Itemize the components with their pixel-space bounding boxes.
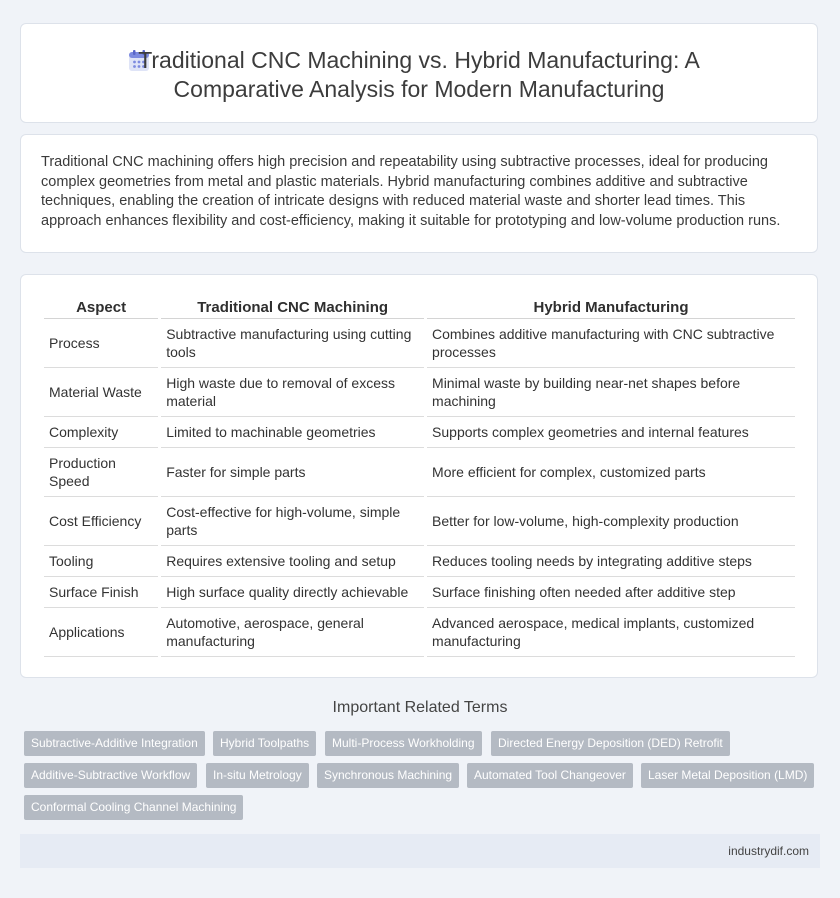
cell-hybrid: Surface finishing often needed after additive step — [427, 577, 795, 608]
cell-aspect: Production Speed — [44, 448, 158, 497]
related-terms-title: Important Related Terms — [332, 699, 508, 716]
header-aspect: Aspect — [44, 296, 158, 319]
table-row — [44, 577, 795, 608]
cell-cnc: Cost-effective for high-volume, simple parts — [161, 497, 424, 546]
cell-cnc: Requires extensive tooling and setup — [161, 546, 424, 577]
footer-site-link[interactable]: industrydif.com — [728, 844, 809, 858]
cell-cnc: Subtractive manufacturing using cutting tools — [161, 319, 424, 368]
cell-cnc: High waste due to removal of excess material — [161, 368, 424, 417]
cell-aspect: Applications — [44, 608, 158, 657]
term-tag[interactable]: Directed Energy Deposition (DED) Retrofit — [491, 731, 730, 756]
table-row — [44, 368, 795, 417]
footer — [20, 834, 820, 868]
term-tag[interactable]: Automated Tool Changeover — [467, 763, 633, 788]
table-row — [44, 497, 795, 546]
table-row — [44, 319, 795, 368]
cell-aspect: Cost Efficiency — [44, 497, 158, 546]
term-tag[interactable]: Multi-Process Workholding — [325, 731, 482, 756]
cell-hybrid: Minimal waste by building near-net shapes before machining — [427, 368, 795, 417]
cell-hybrid: Reduces tooling needs by integrating additive steps — [427, 546, 795, 577]
page-title-line-1: Traditional CNC Machining vs. Hybrid Manufacturing: A — [138, 47, 700, 73]
comparison-table — [41, 296, 798, 657]
cell-cnc: Limited to machinable geometries — [161, 417, 424, 448]
table-row — [44, 448, 795, 497]
cell-cnc: Automotive, aerospace, general manufacturing — [161, 608, 424, 657]
page-title-line-2: Comparative Analysis for Modern Manufacturing — [173, 76, 665, 102]
intro-card — [20, 134, 818, 253]
term-tag[interactable]: Laser Metal Deposition (LMD) — [641, 763, 814, 788]
cell-aspect: Complexity — [44, 417, 158, 448]
table-header-row — [44, 296, 795, 319]
cell-hybrid: More efficient for complex, customized parts — [427, 448, 795, 497]
table-row — [44, 417, 795, 448]
cell-aspect: Material Waste — [44, 368, 158, 417]
term-tag[interactable]: Conformal Cooling Channel Machining — [24, 795, 243, 820]
term-tag[interactable]: Synchronous Machining — [317, 763, 459, 788]
table-row — [44, 608, 795, 657]
cell-cnc: Faster for simple parts — [161, 448, 424, 497]
header-hybrid: Hybrid Manufacturing — [427, 296, 795, 319]
cell-aspect: Surface Finish — [44, 577, 158, 608]
comparison-table-card — [20, 274, 818, 678]
cell-hybrid: Combines additive manufacturing with CNC subtractive processes — [427, 319, 795, 368]
cell-cnc: High surface quality directly achievable — [161, 577, 424, 608]
cell-aspect: Process — [44, 319, 158, 368]
term-tag[interactable]: In-situ Metrology — [206, 763, 309, 788]
table-row — [44, 546, 795, 577]
term-tag[interactable]: Additive-Subtractive Workflow — [24, 763, 197, 788]
title-card — [20, 23, 818, 123]
term-tag[interactable]: Subtractive-Additive Integration — [24, 731, 205, 756]
intro-paragraph: Traditional CNC machining offers high precision and repeatability using subtractive processes, ideal for producing complex geometries from metal and plastic materials. Hybrid manufacturing combines additive and subtractive techniques, enabling the creation of intricate designs with reduced material waste and shorter lead times. This approach enhances flexibility and cost-efficiency, making it suitable for prototyping and low-volume production runs. — [41, 154, 781, 229]
cell-hybrid: Better for low-volume, high-complexity production — [427, 497, 795, 546]
cell-aspect: Tooling — [44, 546, 158, 577]
cell-hybrid: Advanced aerospace, medical implants, customized manufacturing — [427, 608, 795, 657]
header-cnc: Traditional CNC Machining — [161, 296, 424, 319]
cell-hybrid: Supports complex geometries and internal features — [427, 417, 795, 448]
term-tag[interactable]: Hybrid Toolpaths — [213, 731, 316, 756]
page-title — [21, 46, 817, 104]
